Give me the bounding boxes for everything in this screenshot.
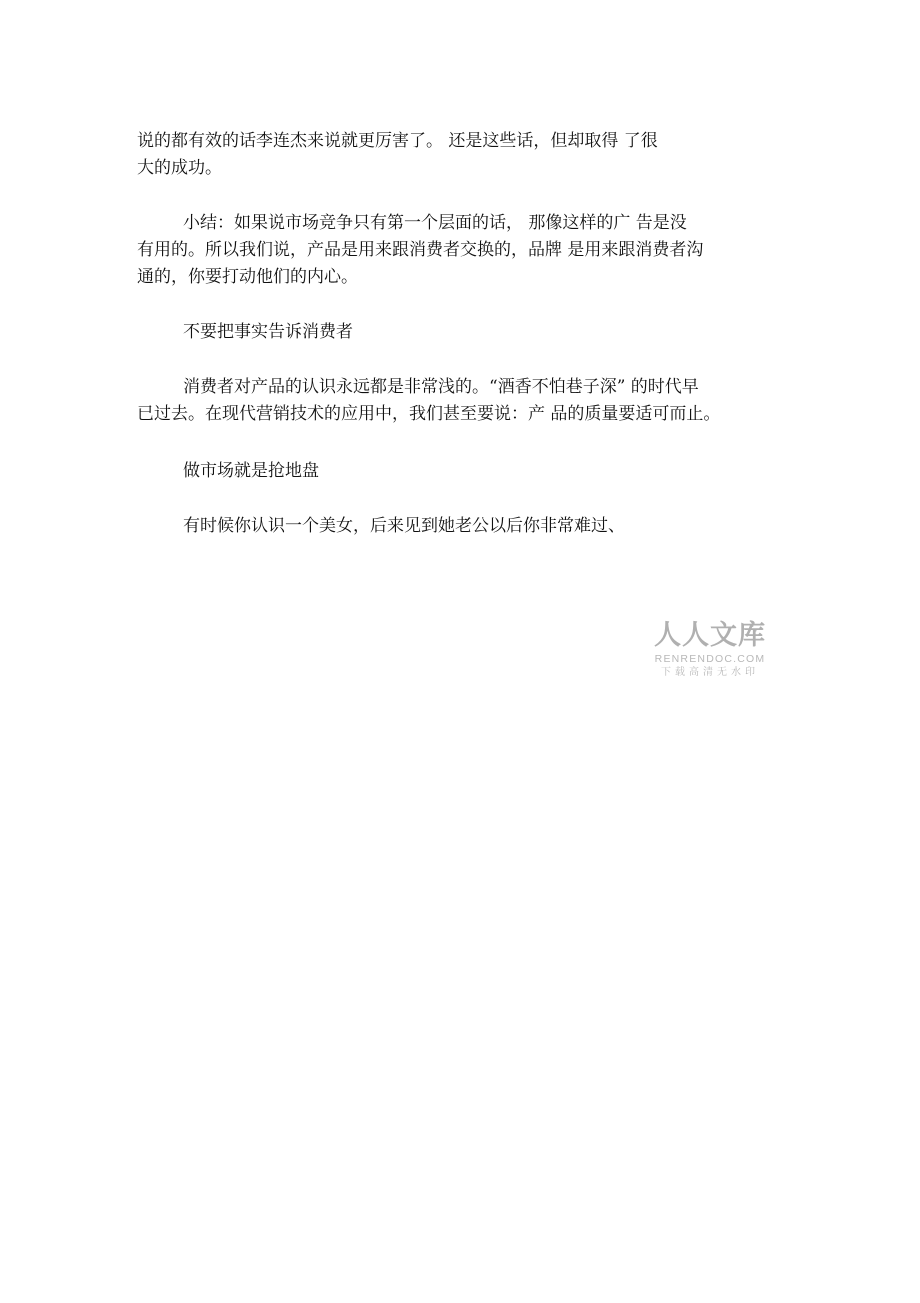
watermark-tagline: 下载高清无水印 xyxy=(661,667,759,678)
paragraph-line: 消费者对产品的认识永远都是非常浅的。“酒香不怕巷子深” 的时代早 xyxy=(183,377,699,397)
paragraph-line: 有用的。所以我们说，产品是用来跟消费者交换的，品牌 是用来跟消费者沟 xyxy=(137,240,704,260)
paragraph xyxy=(137,128,658,182)
watermark-logo xyxy=(645,620,775,680)
section-heading xyxy=(137,458,319,485)
watermark-title: 人人文库 xyxy=(654,620,766,651)
paragraph-line: 小结：如果说市场竞争只有第一个层面的话， 那像这样的广 告是没 xyxy=(183,213,687,233)
heading-text: 做市场就是抢地盘 xyxy=(183,461,319,481)
paragraph-line: 大的成功。 xyxy=(137,158,222,178)
paragraph-line: 有时候你认识一个美女，后来见到她老公以后你非常难过、 xyxy=(183,516,625,536)
heading-text: 不要把事实告诉消费者 xyxy=(183,322,353,342)
paragraph-summary xyxy=(137,210,703,291)
paragraph-line: 已过去。在现代营销技术的应用中，我们甚至要说：产 品的质量要适可而止。 xyxy=(137,404,721,424)
paragraph-line: 通的，你要打动他们的内心。 xyxy=(137,267,358,287)
paragraph xyxy=(137,374,720,428)
paragraph-line: 说的都有效的话李连杰来说就更厉害了。 还是这些话，但却取得 了很 xyxy=(137,131,658,151)
watermark-url: RENRENDOC.COM xyxy=(654,653,766,665)
paragraph xyxy=(137,513,625,540)
section-heading xyxy=(137,319,353,346)
